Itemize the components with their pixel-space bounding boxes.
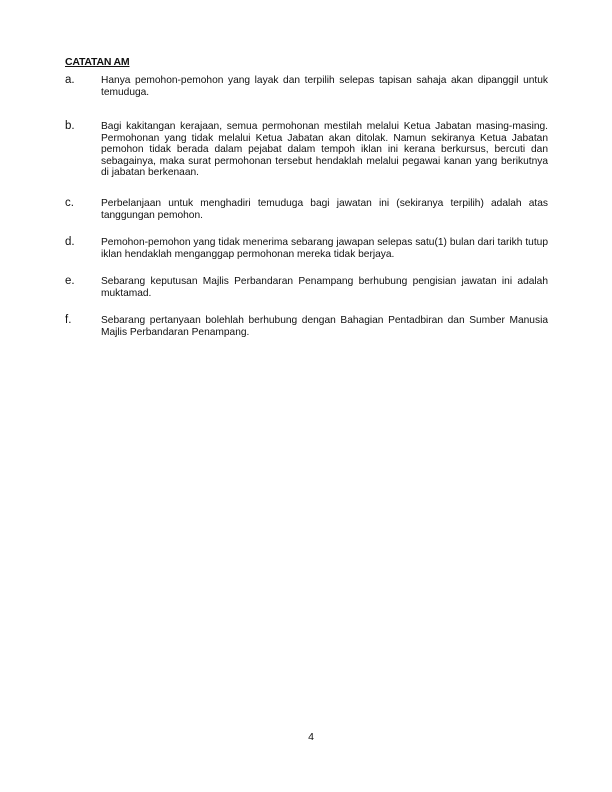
item-text: Hanya pemohon-pemohon yang layak dan terpilih selepas tapisan sahaja akan dipanggil untuk temuduga.: [101, 75, 548, 98]
item-text: Sebarang keputusan Majlis Perbandaran Penampang berhubung pengisian jawatan ini adalah muktamad.: [101, 276, 548, 299]
list-item-f: [65, 315, 548, 338]
list-item-e: [65, 276, 548, 299]
item-marker: f.: [65, 314, 72, 326]
section-heading: CATATAN AM: [65, 56, 130, 68]
list-item-d: [65, 237, 548, 260]
page-number: 4: [308, 731, 314, 743]
item-marker: c.: [65, 197, 74, 209]
item-marker: a.: [65, 74, 75, 86]
list-item-c: [65, 198, 548, 221]
item-text: Perbelanjaan untuk menghadiri temuduga bagi jawatan ini (sekiranya terpilih) adalah atas tanggungan pemohon.: [101, 198, 548, 221]
item-marker: d.: [65, 236, 75, 248]
item-text: Pemohon-pemohon yang tidak menerima sebarang jawapan selepas satu(1) bulan dari tarikh tutup iklan hendaklah menganggap permohonan mereka tidak berjaya.: [101, 237, 548, 260]
item-text: Bagi kakitangan kerajaan, semua permohonan mestilah melalui Ketua Jabatan masing-masing. Permohonan yang tidak melalui Ketua Jabatan akan ditolak. Namun sekiranya Ketua Jabatan pemohon tidak berada dalam pejabat dalam tempoh iklan ini kerana berkursus, bercuti dan sebagainya, maka surat permohonan tersebut hendaklah melalui pegawai kanan yang berikutnya di jabatan berkenaan.: [101, 121, 548, 179]
list-item-a: [65, 75, 548, 98]
item-marker: e.: [65, 275, 75, 287]
item-text: Sebarang pertanyaan bolehlah berhubung dengan Bahagian Pentadbiran dan Sumber Manusia Majlis Perbandaran Penampang.: [101, 315, 548, 338]
list-item-b: [65, 121, 548, 179]
item-marker: b.: [65, 120, 75, 132]
